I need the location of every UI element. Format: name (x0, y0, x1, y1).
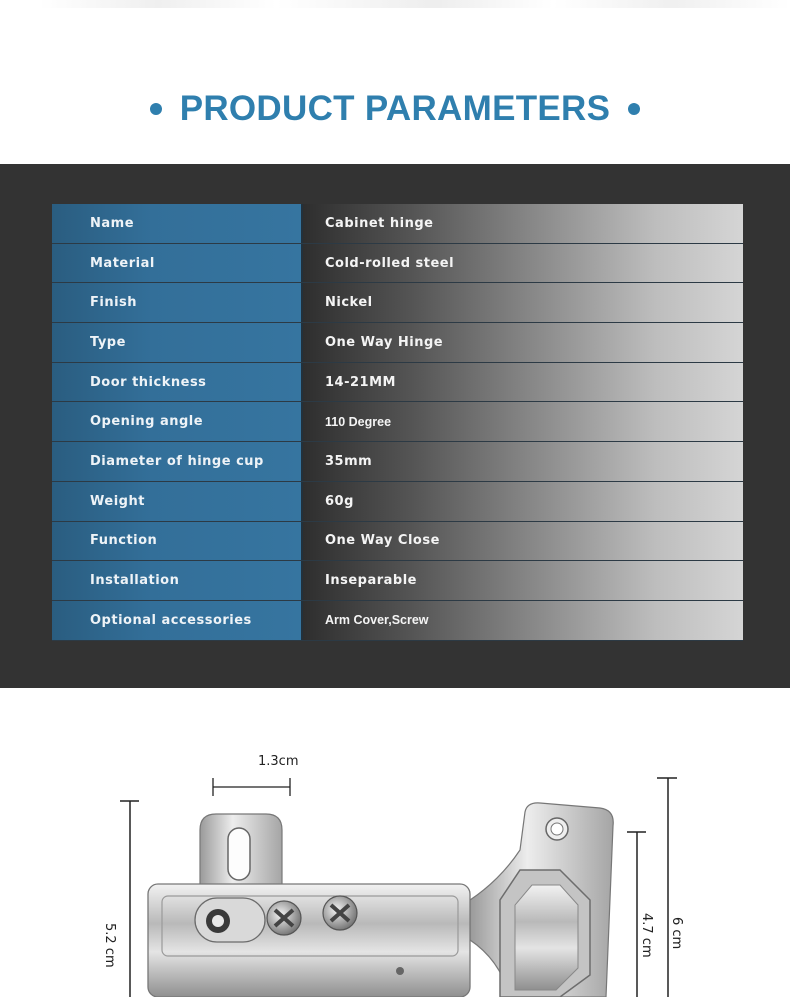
dimension-mid-label: 4.7 cm (639, 913, 654, 958)
param-label: Diameter of hinge cup (52, 442, 303, 481)
param-value: 110 Degree (303, 402, 743, 441)
top-fade-strip (0, 0, 790, 8)
table-row (52, 561, 743, 601)
table-row (52, 522, 743, 562)
table-row (52, 244, 743, 284)
parameters-table (52, 204, 743, 641)
table-row (52, 442, 743, 482)
table-row (52, 283, 743, 323)
hinge-dimension-drawing (0, 688, 790, 997)
dimension-width-marker (213, 778, 290, 796)
table-row (52, 363, 743, 403)
param-value: Nickel (303, 283, 743, 322)
param-label: Function (52, 522, 303, 561)
bullet-dot-right (628, 103, 640, 115)
dimension-left-marker (120, 801, 139, 997)
param-value: 35mm (303, 442, 743, 481)
page-title: PRODUCT PARAMETERS (179, 89, 611, 128)
param-value: Arm Cover,Screw (303, 601, 743, 640)
table-row (52, 402, 743, 442)
param-label: Weight (52, 482, 303, 521)
dimension-right-label: 6 cm (669, 917, 684, 950)
param-value: Cold-rolled steel (303, 244, 743, 283)
param-label: Type (52, 323, 303, 362)
bullet-dot-left (150, 103, 162, 115)
table-row (52, 482, 743, 522)
section-header (0, 84, 790, 134)
param-label: Door thickness (52, 363, 303, 402)
param-label: Finish (52, 283, 303, 322)
dimension-right-marker (657, 778, 677, 997)
param-value: Inseparable (303, 561, 743, 600)
table-row (52, 323, 743, 363)
param-label: Name (52, 204, 303, 243)
hinge-image (148, 803, 613, 997)
param-value: 60g (303, 482, 743, 521)
dimension-left-label: 5.2 cm (102, 923, 117, 968)
param-value: One Way Close (303, 522, 743, 561)
screw-icon (267, 901, 301, 935)
screw-icon (323, 896, 357, 930)
param-label: Material (52, 244, 303, 283)
param-label: Optional accessories (52, 601, 303, 640)
table-row (52, 204, 743, 244)
param-value: Cabinet hinge (303, 204, 743, 243)
param-label: Opening angle (52, 402, 303, 441)
param-label: Installation (52, 561, 303, 600)
param-value: 14-21MM (303, 363, 743, 402)
table-row (52, 601, 743, 641)
param-value: One Way Hinge (303, 323, 743, 362)
dimension-width-label: 1.3cm (258, 754, 299, 769)
